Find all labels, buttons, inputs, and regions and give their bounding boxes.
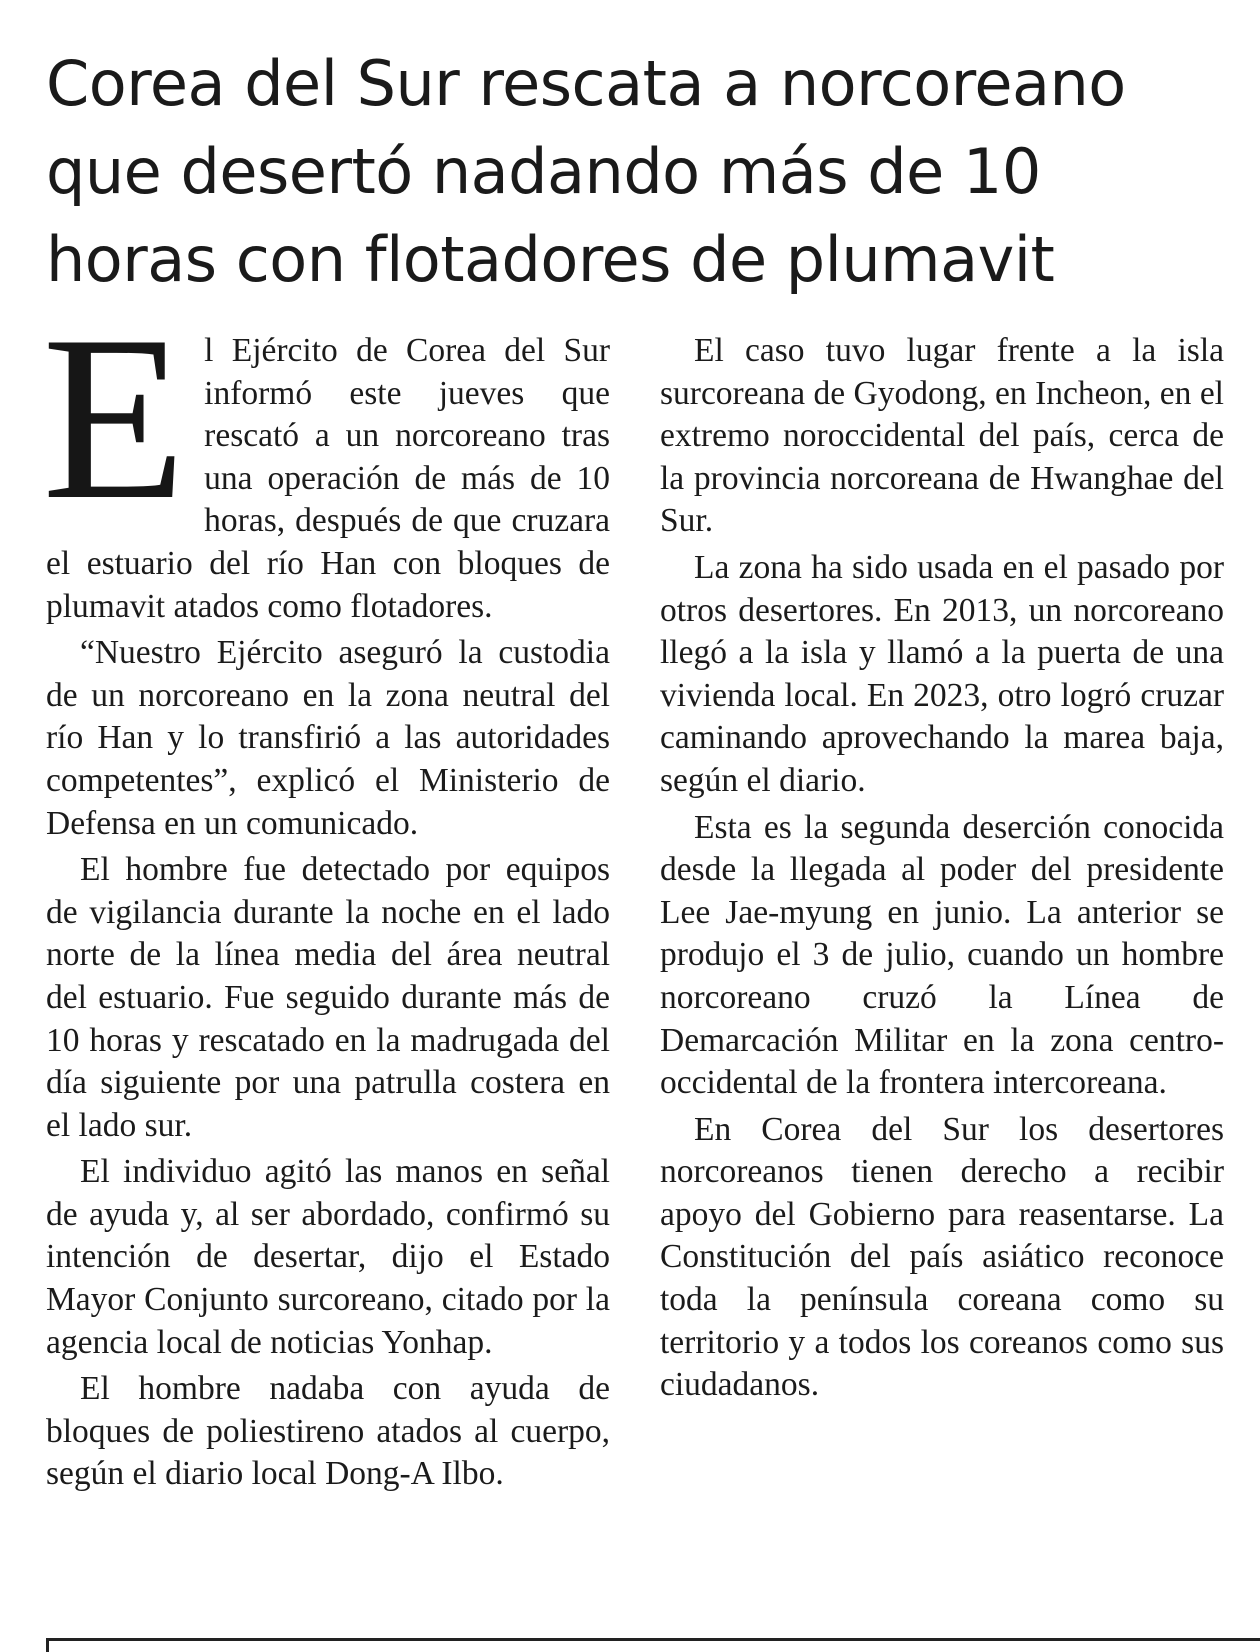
headline-line-1: Corea del Sur rescata a norcoreano xyxy=(46,47,1126,120)
headline-line-2: que desertó nadando más de 10 xyxy=(46,135,1041,208)
bottom-divider xyxy=(46,1638,1260,1641)
article-paragraph-8: Esta es la segunda deserción conocida desde la llegada al poder del presidente Lee Jae-myung en junio. La anterior se produjo el 3 de julio, cuando un hombre norcoreano cruzó la Línea de Demarcación Militar en la zona centro-occidental de la frontera intercoreana. xyxy=(660,808,1224,1102)
article-paragraph-3: El hombre fue detectado por equipos de vigilancia durante la noche en el lado norte de la línea media del área neutral del estuario. Fue seguido durante más de 10 horas y rescatado en la madrugada del día siguiente por una patrulla costera en el lado sur. xyxy=(46,851,610,1144)
drop-cap: E xyxy=(42,288,187,549)
article-column-left xyxy=(42,288,610,1500)
headline xyxy=(46,40,1226,304)
headline-line-3: horas con flotadores de plumavit xyxy=(46,223,1055,296)
article-paragraph-6: El caso tuvo lugar frente a la isla surcoreana de Gyodong, en Incheon, en el extremo noroccidental del país, cerca de la provincia norcoreana de Hwanghae del Sur. xyxy=(660,332,1224,540)
article-column-right xyxy=(660,330,1224,1411)
article-paragraph-4: El individuo agitó las manos en señal de ayuda y, al ser abordado, confirmó su intención de desertar, dijo el Estado Mayor Conjunto surcoreano, citado por la agencia local de noticias Yonhap. xyxy=(46,1153,610,1361)
article-paragraph-5: El hombre nadaba con ayuda de bloques de poliestireno atados al cuerpo, según el diario local Dong-A Ilbo. xyxy=(46,1370,610,1493)
bottom-divider-corner xyxy=(46,1638,49,1652)
article-paragraph-1-text: l Ejército de Corea del Sur informó este jueves que rescató a un norcoreano tras una operación de más de 10 horas, después de que cruzara el estuario del río Han con bloques de plumavit atados como flotadores. xyxy=(46,332,610,625)
article-paragraph-2: “Nuestro Ejército aseguró la custodia de un norcoreano en la zona neutral del río Han y lo transfirió a las autoridades competentes”, explicó el Ministerio de Defensa en un comunicado. xyxy=(46,634,610,842)
article-paragraph-9: En Corea del Sur los desertores norcoreanos tienen derecho a recibir apoyo del Gobierno para reasentarse. La Constitución del país asiático reconoce toda la península coreana como su territorio y a todos los coreanos como sus ciudadanos. xyxy=(660,1110,1224,1404)
article-paragraph-1 xyxy=(42,288,610,628)
article-paragraph-7: La zona ha sido usada en el pasado por otros desertores. En 2013, un norcoreano llegó a la isla y llamó a la puerta de una vivienda local. En 2023, otro logró cruzar caminando aprovechando la marea baja, según el diario. xyxy=(660,548,1224,799)
